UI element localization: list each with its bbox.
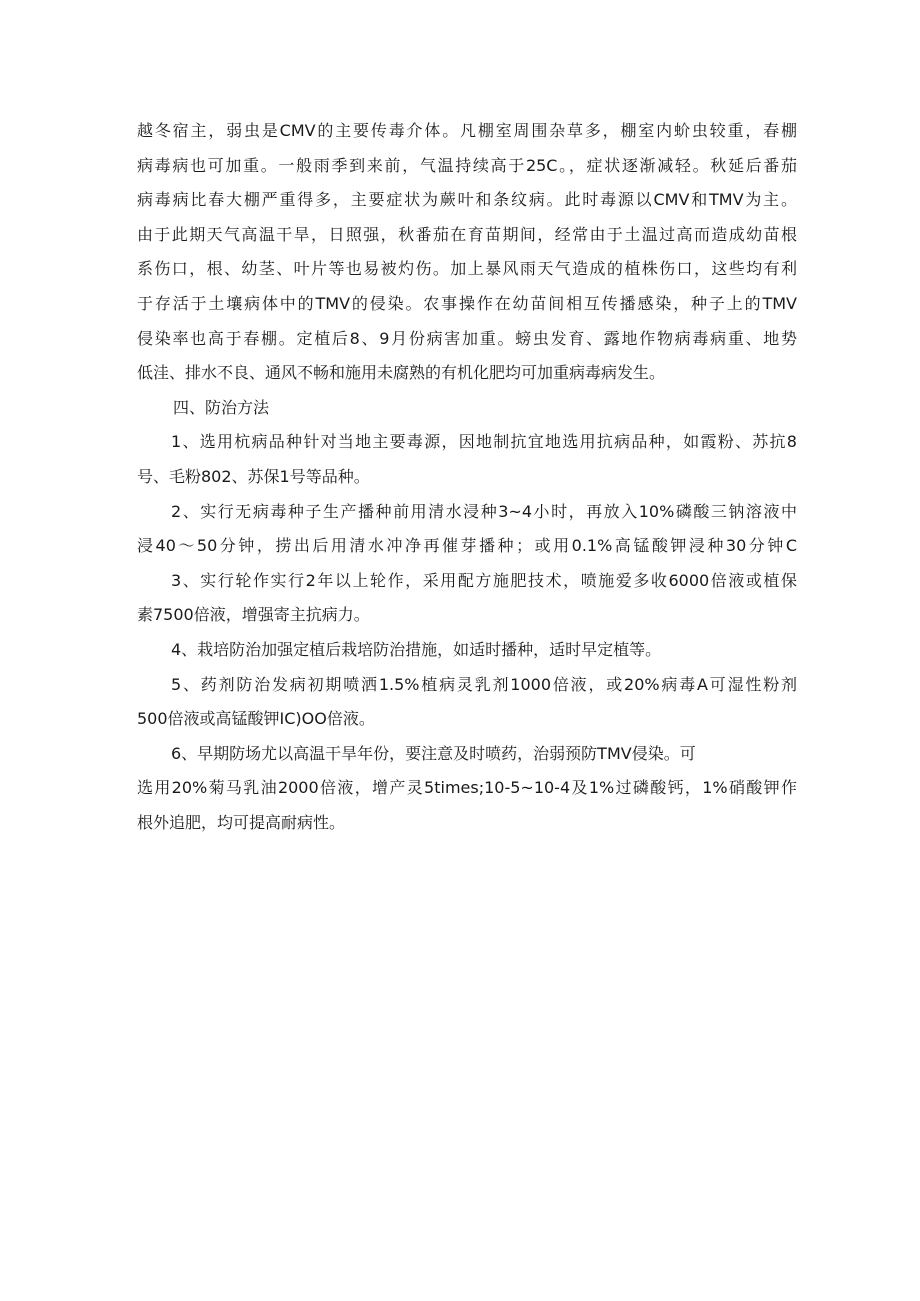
method-6-line: 6、早期防场尤以高温干旱年份，要注意及时喷药，治弱预防TMV侵染。可 xyxy=(171,743,696,763)
method-3-line: 素7500倍液，增强寄主抗病力。 xyxy=(137,605,370,625)
method-1-line: 1、选用杭病品种针对当地主要毒源，因地制抗宜地选用抗病品种，如霞粉、苏抗8 xyxy=(171,432,797,452)
paragraph-line: 低洼、排水不良、通风不畅和施用未腐熟的有机化肥均可加重病毒病发生。 xyxy=(137,363,666,383)
paragraph-line: 病毒病也可加重。一般雨季到来前，气温持续高于25C。，症状逐渐减轻。秋延后番茄 xyxy=(137,155,797,175)
paragraph-line: 越冬宿主，弱虫是CMV的主要传毒介体。凡棚室周围杂草多，棚室内蚧虫较重，春棚 xyxy=(137,121,797,140)
method-4-line: 4、栽培防治加强定植后栽培防治措施，如适时播种，适时早定植等。 xyxy=(171,639,662,659)
paragraph-line: 由于此期天气高温干旱，日照强，秋番茄在育苗期间，经常由于土温过高而造成幼苗根 xyxy=(137,224,797,244)
paragraph-line: 侵染率也高于春棚。定植后8、9月份病害加重。螃虫发育、露地作物病毒病重、地势 xyxy=(137,328,797,348)
method-2-line: 浸40～50分钟，捞出后用清水冲净再催芽播种；或用0.1%高锰酸钾浸种30分钟C xyxy=(137,536,797,556)
paragraph-line: 于存活于土壤病体中的TMV的侵染。农事操作在幼苗间相互传播感染，种子上的TMV xyxy=(137,293,797,313)
document-body xyxy=(137,114,797,840)
section-heading: 四、防治方法 xyxy=(173,397,270,417)
method-5-line: 500倍液或高锰酸钾IC)OO倍液。 xyxy=(137,709,375,729)
method-6-line: 根外追肥，均可提高耐病性。 xyxy=(137,812,346,832)
paragraph-line: 病毒病比春大棚严重得多，主要症状为蕨叶和条纹病。此时毒源以CMV和TMV为主。 xyxy=(137,190,797,210)
method-1-line: 号、毛粉802、苏保1号等品种。 xyxy=(137,466,370,486)
method-3-line: 3、实行轮作实行2年以上轮作，采用配方施肥技术，喷施爱多收6000倍液或植保 xyxy=(171,570,797,590)
method-6-line: 选用20%菊马乳油2000倍液，增产灵5times;10-5~10-4及1%过磷酸钙，1%硝酸钾作 xyxy=(137,778,797,798)
paragraph-line: 系伤口，根、幼茎、叶片等也易被灼伤。加上暴风雨天气造成的植株伤口，这些均有利 xyxy=(137,259,797,279)
method-2-line: 2、实行无病毒种子生产播种前用清水浸种3~4小时，再放入10%磷酸三钠溶液中 xyxy=(171,501,797,521)
method-5-line: 5、药剂防治发病初期喷洒1.5%植病灵乳剂1000倍液，或20%病毒A可湿性粉剂 xyxy=(171,674,797,694)
